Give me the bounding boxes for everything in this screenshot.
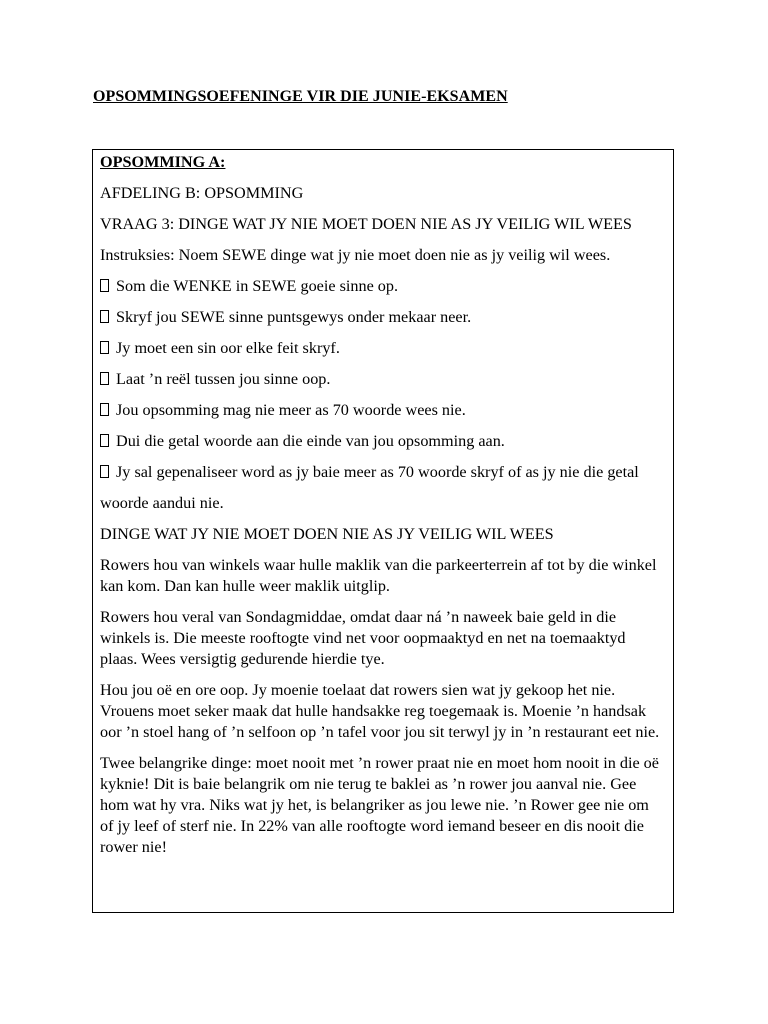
bullet-continuation: woorde aandui nie.	[100, 494, 224, 512]
instruction-bullet	[100, 369, 666, 390]
passage-paragraph: Hou jou oë en ore oop. Jy moenie toelaat dat rowers sien wat jy gekoop het nie. Vrouens moet seker maak dat hulle handsakke reg toegemaak is. Moenie ʼn handsak oor ʼn stoel hang of ʼn selfoon op ʼn tafel voor jou sit terwyl jy in ʼn restaurant eet nie.	[100, 681, 660, 741]
bullet-box-icon	[100, 310, 109, 323]
passage-title: DINGE WAT JY NIE MOET DOEN NIE AS JY VEILIG WIL WEES	[100, 525, 554, 543]
bullet-text: Som die WENKE in SEWE goeie sinne op.	[116, 277, 399, 295]
instruction-bullet	[100, 338, 666, 359]
bullet-box-icon	[100, 403, 109, 416]
bullet-box-icon	[100, 341, 109, 354]
instruction-bullet	[100, 431, 666, 452]
bullet-text: Skryf jou SEWE sinne puntsgewys onder mekaar neer.	[116, 308, 472, 326]
bullet-box-icon	[100, 279, 109, 292]
bullet-text: Dui die getal woorde aan die einde van jou opsomming aan.	[116, 432, 505, 450]
section-label: AFDELING B: OPSOMMING	[100, 184, 304, 202]
bullet-box-icon	[100, 372, 109, 385]
instructions-text: Instruksies: Noem SEWE dinge wat jy nie moet doen nie as jy veilig wil wees.	[100, 246, 611, 264]
bullet-text: Laat ʼn reël tussen jou sinne oop.	[116, 370, 331, 388]
summary-box	[92, 149, 674, 913]
document-title: OPSOMMINGSOEFENINGE VIR DIE JUNIE-EKSAMEN	[93, 88, 508, 105]
bullet-text: Jou opsomming mag nie meer as 70 woorde wees nie.	[116, 401, 466, 419]
question-label: VRAAG 3: DINGE WAT JY NIE MOET DOEN NIE AS JY VEILIG WIL WEES	[100, 215, 632, 233]
instruction-bullet	[100, 400, 666, 421]
passage-paragraph: Rowers hou veral van Sondagmiddae, omdat daar ná ʼn naweek baie geld in die winkels is. Die meeste rooftogte vind net voor oopmaaktyd en net na toemaaktyd plaas. Wees versigtig gedurende hierdie tye.	[100, 608, 626, 668]
instruction-bullet	[100, 462, 666, 483]
passage-paragraph: Rowers hou van winkels waar hulle maklik van die parkeerterrein af tot by die winkel kan kom. Dan kan hulle weer maklik uitglip.	[100, 556, 657, 595]
box-heading: OPSOMMING A:	[100, 153, 226, 171]
bullet-text: Jy moet een sin oor elke feit skryf.	[116, 339, 340, 357]
bullet-text: Jy sal gepenaliseer word as jy baie meer as 70 woorde skryf of as jy nie die getal	[116, 463, 639, 481]
instruction-bullet	[100, 307, 666, 328]
bullet-box-icon	[100, 434, 109, 447]
bullet-box-icon	[100, 465, 109, 478]
passage-paragraph: Twee belangrike dinge: moet nooit met ʼn rower praat nie en moet hom nooit in die oë kyknie! Dit is baie belangrik om nie terug te baklei as ʼn rower jou aanval nie. Gee hom wat hy vra. Niks wat jy het, is belangriker as jou lewe nie. ʼn Rower gee nie om of jy leef of sterf nie. In 22% van alle rooftogte word iemand beseer en dis nooit die rower nie!	[100, 754, 659, 856]
instruction-bullet	[100, 276, 666, 297]
